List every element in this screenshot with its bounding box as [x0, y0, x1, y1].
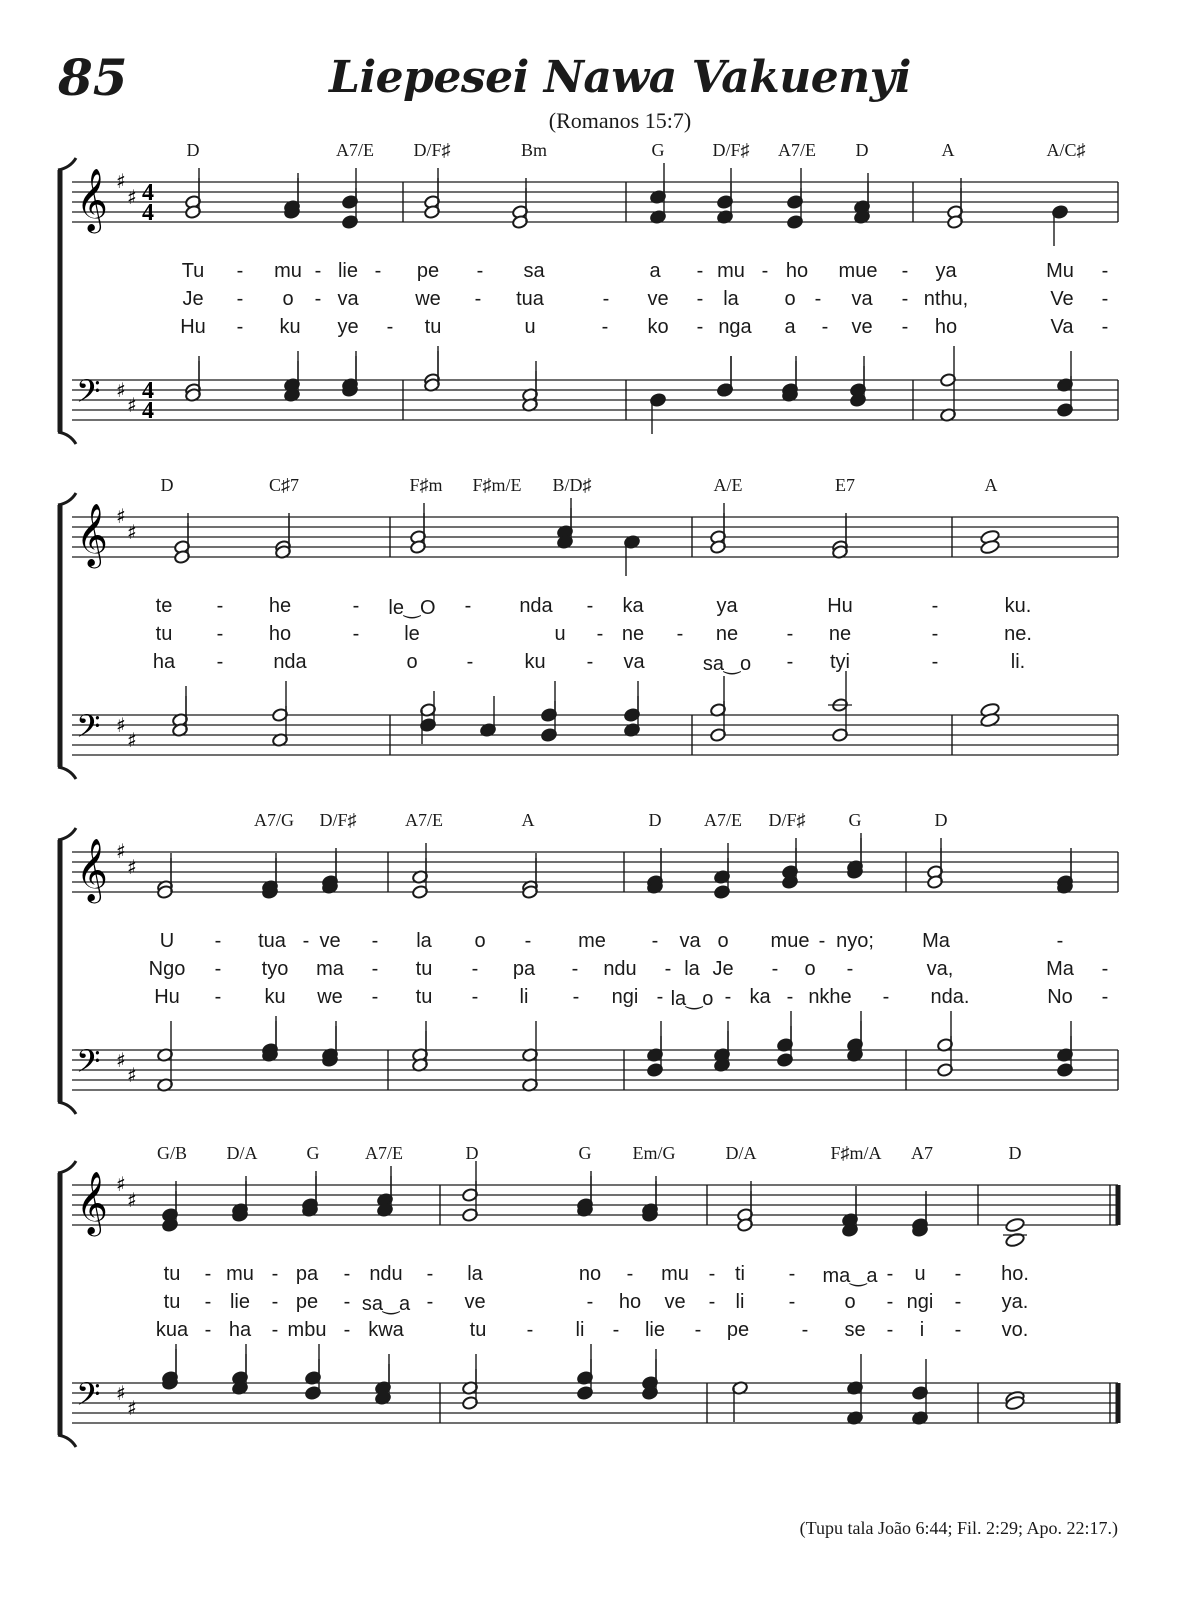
lyric-syllable: - — [343, 1291, 351, 1313]
lyric-syllable: mbu — [287, 1319, 327, 1341]
lyric-syllable: ngi — [611, 986, 639, 1008]
lyric-syllable: Mu — [1046, 260, 1074, 282]
chord-symbol: D/A — [226, 1143, 258, 1163]
key-sharp-icon: ♯ — [116, 169, 126, 193]
chord-symbol: D — [186, 140, 200, 160]
lyric-syllable: va — [851, 288, 873, 310]
bass-clef-icon: 𝄢 — [76, 373, 101, 417]
lyric-syllable: kua — [155, 1319, 189, 1341]
lyric-syllable: - — [664, 958, 672, 980]
lyric-syllable: ma‿a — [822, 1265, 878, 1287]
key-sharp-icon: ♯ — [127, 728, 137, 752]
lyric-syllable: Ma — [1046, 958, 1074, 980]
lyric-syllable: ka — [622, 595, 644, 617]
lyric-syllable: o — [804, 958, 816, 980]
lyric-syllable: - — [954, 1291, 962, 1313]
chord-symbol: E7 — [835, 475, 855, 495]
lyric-syllable: - — [602, 288, 610, 310]
lyric-syllable: lie — [229, 1291, 251, 1313]
lyric-syllable: ne — [828, 623, 852, 645]
lyric-syllable: - — [612, 1319, 620, 1341]
chord-symbol: A7/E — [704, 810, 742, 830]
lyric-syllable: kwa — [368, 1319, 404, 1341]
chord-symbol: C♯7 — [268, 475, 300, 495]
chord-symbol: A/E — [713, 475, 743, 495]
lyric-syllable: la — [416, 930, 432, 952]
lyric-syllable: ho — [618, 1291, 642, 1313]
lyric-syllable: la — [723, 288, 739, 310]
lyric-syllable: - — [708, 1263, 716, 1285]
lyric-syllable: - — [954, 1319, 962, 1341]
lyric-syllable: la — [467, 1263, 483, 1285]
lyric-syllable: ye — [337, 316, 359, 338]
lyric-syllable: mu — [717, 260, 745, 282]
lyric-syllable: nda — [519, 595, 553, 617]
hymn-subtitle: (Romanos 15:7) — [548, 108, 692, 133]
key-sharp-icon: ♯ — [127, 393, 137, 417]
lyric-syllable: - — [818, 930, 826, 952]
lyric-syllable: pe — [295, 1291, 319, 1313]
lyric-syllable: - — [886, 1291, 894, 1313]
lyric-syllable: - — [901, 288, 909, 310]
lyric-syllable: - — [214, 986, 222, 1008]
lyric-syllable: va — [623, 651, 645, 673]
lyric-syllable: - — [271, 1291, 279, 1313]
lyric-syllable: - — [466, 651, 474, 673]
lyric-syllable: le‿O — [388, 597, 436, 619]
lyric-syllable: - — [386, 316, 394, 338]
lyric-syllable: - — [1101, 958, 1109, 980]
chord-symbol: D — [1008, 1143, 1022, 1163]
key-sharp-icon: ♯ — [116, 1172, 126, 1196]
lyric-syllable: - — [651, 930, 659, 952]
lyric-syllable: o — [406, 651, 418, 673]
chord-symbol: A7/G — [254, 810, 294, 830]
lyric-syllable: - — [204, 1291, 212, 1313]
lyric-syllable: ya — [935, 260, 957, 282]
lyric-syllable: - — [788, 1263, 796, 1285]
chord-symbol: Bm — [520, 140, 548, 160]
lyric-syllable: pa — [512, 958, 536, 980]
lyric-syllable: Ngo — [148, 958, 186, 980]
lyric-syllable: u — [914, 1263, 926, 1285]
chord-symbol: B/D♯ — [552, 475, 592, 495]
chord-symbol: D — [465, 1143, 479, 1163]
lyric-syllable: - — [236, 288, 244, 310]
lyric-syllable: - — [302, 930, 310, 952]
lyric-syllable: - — [314, 260, 322, 282]
lyric-syllable: - — [694, 1319, 702, 1341]
lyric-syllable: - — [314, 288, 322, 310]
lyric-syllable: - — [374, 260, 382, 282]
lyric-syllable: - — [216, 651, 224, 673]
lyric-syllable: sa‿a — [361, 1293, 411, 1315]
lyric-syllable: tyi — [830, 651, 850, 673]
lyric-syllable: Je — [712, 958, 734, 980]
lyric-syllable: - — [586, 595, 594, 617]
lyric-syllable: - — [476, 260, 484, 282]
chord-symbol: A7/E — [778, 140, 816, 160]
chord-symbol: G — [651, 140, 665, 160]
lyric-syllable: - — [931, 623, 939, 645]
lyric-syllable: ko — [647, 316, 669, 338]
lyric-syllable: te — [155, 595, 173, 617]
lyric-syllable: tu — [163, 1291, 181, 1313]
lyric-syllable: - — [931, 651, 939, 673]
lyric-syllable: ya — [716, 595, 738, 617]
chord-symbol: D — [934, 810, 948, 830]
chord-symbol: G — [578, 1143, 592, 1163]
chord-symbol: F♯m — [409, 475, 443, 495]
lyric-syllable: - — [1101, 986, 1109, 1008]
lyric-syllable: - — [236, 260, 244, 282]
chord-symbol: A7/E — [336, 140, 374, 160]
lyric-syllable: ho. — [1001, 1263, 1029, 1285]
lyric-syllable: nda. — [930, 986, 970, 1008]
chord-symbol: G — [306, 1143, 320, 1163]
lyric-syllable: ve — [664, 1291, 686, 1313]
lyric-syllable: - — [474, 288, 482, 310]
lyric-syllable: Va — [1050, 316, 1074, 338]
lyric-syllable: - — [1101, 260, 1109, 282]
lyric-syllable: pe — [416, 260, 440, 282]
staff-graphics — [0, 140, 1200, 460]
lyric-syllable: ku. — [1004, 595, 1032, 617]
bass-clef-icon: 𝄢 — [76, 1043, 101, 1087]
lyric-syllable: u — [554, 623, 566, 645]
lyric-syllable: - — [724, 986, 732, 1008]
lyric-syllable: tyo — [261, 958, 289, 980]
lyric-syllable: - — [526, 1319, 534, 1341]
lyric-syllable: ha — [152, 651, 176, 673]
lyric-syllable: - — [524, 930, 532, 952]
chord-symbol: D — [648, 810, 662, 830]
lyric-syllable: a — [649, 260, 661, 282]
lyric-syllable: tua — [258, 930, 286, 952]
chord-symbol: A7/E — [365, 1143, 403, 1163]
lyric-syllable: Hu — [154, 986, 180, 1008]
lyric-syllable: - — [882, 986, 890, 1008]
lyric-syllable: i — [919, 1319, 925, 1341]
chord-symbol: A7/E — [405, 810, 443, 830]
lyric-syllable: - — [271, 1319, 279, 1341]
lyric-syllable: tu — [415, 986, 433, 1008]
lyric-syllable: Ma — [922, 930, 950, 952]
lyric-syllable: - — [696, 288, 704, 310]
lyric-syllable: li. — [1010, 651, 1026, 673]
lyric-syllable: mu — [274, 260, 302, 282]
lyric-syllable: - — [271, 1263, 279, 1285]
lyric-syllable: - — [696, 260, 704, 282]
lyric-syllable: o — [717, 930, 729, 952]
lyric-syllable: Hu — [180, 316, 206, 338]
lyric-syllable: - — [1056, 930, 1064, 952]
chord-symbol: F♯m/E — [472, 475, 522, 495]
lyric-syllable: va, — [926, 958, 954, 980]
lyric-syllable: o — [474, 930, 486, 952]
music-system-3 — [0, 810, 1200, 1130]
key-sharp-icon: ♯ — [127, 1396, 137, 1420]
lyric-syllable: ku — [279, 316, 301, 338]
lyric-syllable: - — [572, 986, 580, 1008]
lyric-syllable: - — [886, 1263, 894, 1285]
key-sharp-icon: ♯ — [116, 713, 126, 737]
bracket-bottom-hook — [58, 432, 76, 444]
lyric-syllable: - — [696, 316, 704, 338]
chord-symbol: Em/G — [632, 1143, 676, 1163]
lyric-syllable: - — [343, 1263, 351, 1285]
music-system-2 — [0, 475, 1200, 795]
chord-symbol: A — [521, 810, 535, 830]
lyric-syllable: - — [596, 623, 604, 645]
lyric-syllable: ve — [319, 930, 341, 952]
lyric-syllable: o — [844, 1291, 856, 1313]
lyric-syllable: - — [214, 958, 222, 980]
lyric-syllable: pe — [726, 1319, 750, 1341]
lyric-syllable: tu — [415, 958, 433, 980]
lyric-syllable: u — [524, 316, 536, 338]
lyric-syllable: he — [268, 595, 292, 617]
lyric-syllable: mue — [770, 930, 810, 952]
lyric-syllable: tua — [516, 288, 544, 310]
treble-clef-icon: 𝄞 — [76, 503, 108, 566]
treble-clef-icon: 𝄞 — [76, 168, 108, 231]
chord-symbol: A — [984, 475, 998, 495]
chord-symbol: D/A — [725, 1143, 757, 1163]
lyric-syllable: - — [846, 958, 854, 980]
chord-symbol: F♯m/A — [830, 1143, 882, 1163]
lyric-syllable: - — [771, 958, 779, 980]
lyric-syllable: - — [1101, 288, 1109, 310]
lyric-syllable: ti — [735, 1263, 745, 1285]
lyric-syllable: me — [578, 930, 606, 952]
lyric-syllable: - — [464, 595, 472, 617]
lyric-syllable: - — [801, 1319, 809, 1341]
chord-symbol: D/F♯ — [319, 810, 357, 830]
lyric-syllable: o — [784, 288, 796, 310]
lyric-syllable: lie — [644, 1319, 666, 1341]
lyric-syllable: Je — [182, 288, 204, 310]
lyric-syllable: ya. — [1001, 1291, 1029, 1313]
lyric-syllable: ma — [316, 958, 344, 980]
lyric-syllable: ve — [464, 1291, 486, 1313]
lyric-syllable: ndu — [603, 958, 637, 980]
lyric-syllable: - — [471, 958, 479, 980]
lyric-syllable: tu — [163, 1263, 181, 1285]
lyric-syllable: - — [343, 1319, 351, 1341]
lyric-syllable: la‿o — [670, 988, 714, 1010]
lyric-syllable: mu — [226, 1263, 254, 1285]
lyric-syllable: no — [578, 1263, 602, 1285]
bracket-bottom-hook — [58, 1102, 76, 1114]
lyric-syllable: le — [404, 623, 420, 645]
lyric-syllable: - — [954, 1263, 962, 1285]
lyric-syllable: lie — [337, 260, 359, 282]
lyric-syllable: we — [415, 288, 441, 310]
lyric-syllable: - — [656, 986, 664, 1008]
lyric-syllable: la — [684, 958, 700, 980]
notehead — [1005, 1217, 1025, 1233]
lyric-syllable: li — [519, 986, 529, 1008]
lyric-syllable: - — [371, 986, 379, 1008]
music-system-1 — [0, 140, 1200, 460]
lyric-syllable: - — [204, 1263, 212, 1285]
lyric-syllable: - — [814, 288, 822, 310]
lyric-syllable: - — [214, 930, 222, 952]
lyric-syllable: - — [786, 986, 794, 1008]
lyric-syllable: ne — [715, 623, 739, 645]
lyric-syllable: vo. — [1001, 1319, 1029, 1341]
hymn-title: Liepesei Nawa Vakuenyi — [329, 52, 911, 103]
chord-symbol: D — [855, 140, 869, 160]
lyric-syllable: - — [571, 958, 579, 980]
lyric-syllable: va — [679, 930, 701, 952]
key-sharp-icon: ♯ — [127, 855, 137, 879]
bracket-top-hook — [58, 158, 76, 170]
time-signature-digit: 4 — [142, 200, 154, 226]
lyric-syllable: No — [1047, 986, 1073, 1008]
lyric-syllable: nga — [718, 316, 752, 338]
lyric-syllable: - — [371, 930, 379, 952]
chord-symbol: D/F♯ — [413, 140, 451, 160]
bracket-top-hook — [58, 1161, 76, 1173]
chord-symbol: A/C♯ — [1046, 140, 1086, 160]
lyric-syllable: - — [1101, 316, 1109, 338]
lyric-syllable: - — [626, 1263, 634, 1285]
lyric-syllable: tu — [155, 623, 173, 645]
lyric-syllable: - — [821, 316, 829, 338]
lyric-syllable: - — [216, 595, 224, 617]
lyric-syllable: we — [317, 986, 343, 1008]
lyric-syllable: - — [786, 651, 794, 673]
key-sharp-icon: ♯ — [127, 185, 137, 209]
lyric-syllable: Tu — [181, 260, 205, 282]
lyric-syllable: va — [337, 288, 359, 310]
lyric-syllable: U — [159, 930, 175, 952]
lyric-syllable: - — [352, 623, 360, 645]
lyric-syllable: - — [204, 1319, 212, 1341]
lyric-syllable: nthu, — [923, 288, 969, 310]
lyric-syllable: - — [761, 260, 769, 282]
lyric-syllable: o — [282, 288, 294, 310]
key-sharp-icon: ♯ — [127, 520, 137, 544]
chord-symbol: G/B — [156, 1143, 188, 1163]
lyric-syllable: pa — [295, 1263, 319, 1285]
chord-symbol: D/F♯ — [712, 140, 750, 160]
lyric-syllable: nda — [273, 651, 307, 673]
chord-symbol: D — [160, 475, 174, 495]
lyric-syllable: - — [676, 623, 684, 645]
key-sharp-icon: ♯ — [127, 1063, 137, 1087]
lyric-syllable: tu — [424, 316, 442, 338]
lyric-syllable: - — [886, 1319, 894, 1341]
lyric-syllable: ka — [749, 986, 771, 1008]
lyric-syllable: - — [901, 316, 909, 338]
lyric-syllable: ha — [228, 1319, 252, 1341]
lyric-syllable: - — [352, 595, 360, 617]
scripture-footer: (Tupu tala João 6:44; Fil. 2:29; Apo. 22:17.) — [799, 1518, 1118, 1538]
treble-clef-icon: 𝄞 — [76, 838, 108, 901]
lyric-syllable: - — [236, 316, 244, 338]
time-signature-digit: 4 — [142, 398, 154, 424]
chord-symbol: G — [848, 810, 862, 830]
lyric-syllable: - — [371, 958, 379, 980]
lyric-syllable: nyo; — [836, 930, 874, 952]
lyric-syllable: mu — [661, 1263, 689, 1285]
lyric-syllable: nkhe — [808, 986, 852, 1008]
bracket-top-hook — [58, 493, 76, 505]
lyric-syllable: ku — [524, 651, 546, 673]
key-sharp-icon: ♯ — [116, 839, 126, 863]
lyric-syllable: ho — [934, 316, 958, 338]
lyric-syllable: ho — [268, 623, 292, 645]
lyric-syllable: Ve — [1050, 288, 1074, 310]
lyric-syllable: - — [586, 1291, 594, 1313]
time-signature-digit: 4 — [142, 378, 154, 404]
bracket-bottom-hook — [58, 1435, 76, 1447]
lyric-syllable: ku — [264, 986, 286, 1008]
lyric-syllable: mue — [838, 260, 878, 282]
lyric-syllable: ne — [621, 623, 645, 645]
chord-symbol: A7 — [911, 1143, 933, 1163]
lyric-syllable: - — [471, 986, 479, 1008]
lyric-syllable: ndu — [369, 1263, 403, 1285]
music-system-4 — [0, 1143, 1200, 1463]
lyric-syllable: - — [426, 1263, 434, 1285]
lyric-syllable: - — [601, 316, 609, 338]
lyric-syllable: ve — [647, 288, 669, 310]
bass-clef-icon: 𝄢 — [76, 1376, 101, 1420]
lyric-syllable: Hu — [827, 595, 853, 617]
key-sharp-icon: ♯ — [116, 378, 126, 402]
key-sharp-icon: ♯ — [116, 1381, 126, 1405]
bass-clef-icon: 𝄢 — [76, 708, 101, 752]
lyric-syllable: li — [735, 1291, 745, 1313]
lyric-syllable: li — [575, 1319, 585, 1341]
lyric-syllable: - — [786, 623, 794, 645]
lyric-syllable: sa‿o — [702, 653, 752, 675]
time-signature-digit: 4 — [142, 180, 154, 206]
lyric-syllable: se — [844, 1319, 866, 1341]
key-sharp-icon: ♯ — [127, 1188, 137, 1212]
lyric-syllable: - — [708, 1291, 716, 1313]
lyric-syllable: - — [586, 651, 594, 673]
chord-symbol: D/F♯ — [768, 810, 806, 830]
lyric-syllable: ho — [785, 260, 809, 282]
lyric-syllable: ngi — [906, 1291, 934, 1313]
lyric-syllable: ve — [851, 316, 873, 338]
bracket-top-hook — [58, 828, 76, 840]
hymn-number: 85 — [58, 48, 128, 107]
key-sharp-icon: ♯ — [116, 1048, 126, 1072]
bracket-bottom-hook — [58, 767, 76, 779]
lyric-syllable: - — [901, 260, 909, 282]
lyric-syllable: - — [426, 1291, 434, 1313]
lyric-syllable: - — [216, 623, 224, 645]
lyric-syllable: tu — [469, 1319, 487, 1341]
chord-symbol: A — [941, 140, 955, 160]
lyric-syllable: - — [931, 595, 939, 617]
treble-clef-icon: 𝄞 — [76, 1171, 108, 1234]
lyric-syllable: sa — [523, 260, 545, 282]
lyric-syllable: - — [788, 1291, 796, 1313]
lyric-syllable: a — [784, 316, 796, 338]
lyric-syllable: ne. — [1004, 623, 1032, 645]
key-sharp-icon: ♯ — [116, 504, 126, 528]
